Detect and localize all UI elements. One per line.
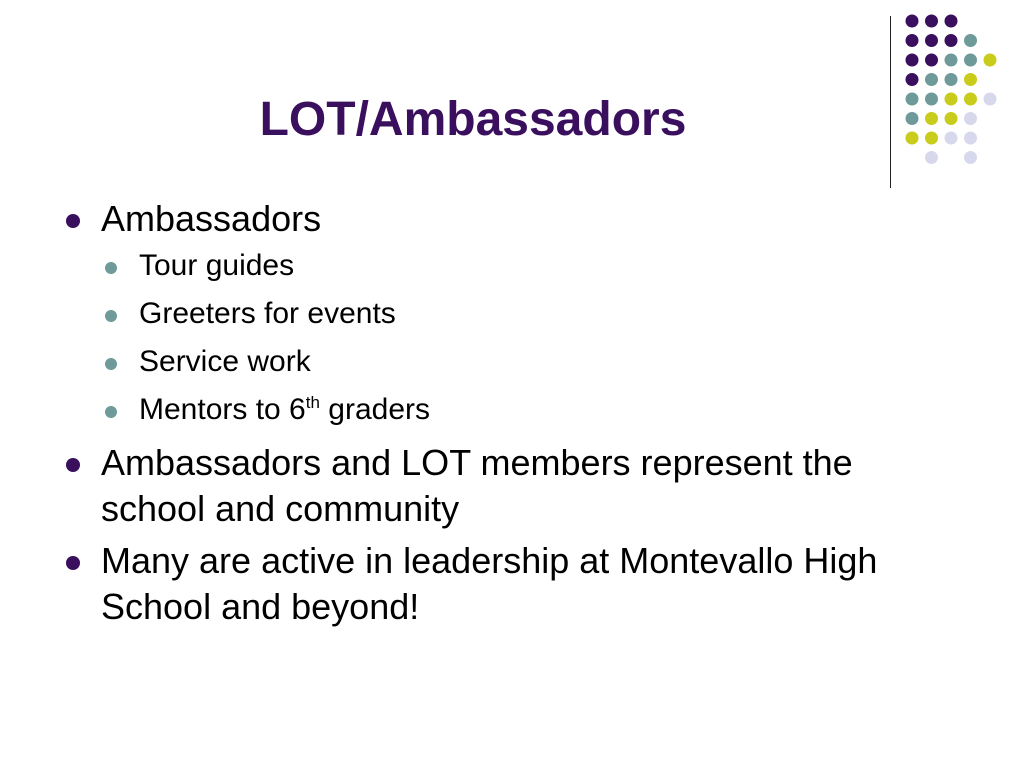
decoration-dot bbox=[906, 54, 919, 67]
decoration-dot bbox=[925, 151, 938, 164]
sub-bullet-item bbox=[101, 338, 960, 386]
decoration-dot bbox=[925, 93, 938, 106]
sub-bullet-text: Service work bbox=[139, 345, 311, 378]
decoration-dot bbox=[945, 132, 958, 145]
bullet-text: Ambassadors and LOT members represent the school and community bbox=[101, 442, 853, 529]
sub-bullet-text: Greeters for events bbox=[139, 297, 396, 330]
decoration-dot bbox=[964, 112, 977, 125]
decoration-dot bbox=[964, 151, 977, 164]
decoration-dot bbox=[945, 73, 958, 86]
decoration-dot bbox=[925, 54, 938, 67]
decoration-dot bbox=[906, 34, 919, 47]
sub-bullet-dot-icon bbox=[105, 406, 117, 418]
slide-title: LOT/Ambassadors bbox=[259, 93, 687, 146]
title-divider bbox=[890, 16, 891, 188]
decoration-dot bbox=[984, 54, 997, 67]
decoration-dot bbox=[945, 112, 958, 125]
slide-content bbox=[60, 196, 960, 636]
bullet-item-ambassadors bbox=[60, 196, 960, 434]
bullet-text: Many are active in leadership at Montevallo High School and beyond! bbox=[101, 540, 878, 627]
decoration-dot bbox=[906, 93, 919, 106]
decoration-dot bbox=[906, 132, 919, 145]
decoration-dot bbox=[925, 34, 938, 47]
decoration-dot bbox=[984, 93, 997, 106]
decoration-dot bbox=[964, 34, 977, 47]
sub-bullet-list bbox=[101, 242, 960, 434]
decoration-dot bbox=[925, 132, 938, 145]
sub-bullet-item bbox=[101, 290, 960, 338]
bullet-text: Ambassadors bbox=[101, 198, 322, 239]
bullet-dot-icon bbox=[66, 214, 80, 228]
sub-bullet-dot-icon bbox=[105, 262, 117, 274]
decoration-dot bbox=[906, 112, 919, 125]
decoration-dot bbox=[925, 73, 938, 86]
sub-bullet-text-after: graders bbox=[319, 393, 430, 426]
decoration-dot bbox=[964, 93, 977, 106]
sub-bullet-text bbox=[139, 393, 430, 426]
decoration-dot bbox=[964, 132, 977, 145]
sub-bullet-text-main: Mentors to 6 bbox=[139, 393, 306, 426]
bullet-item-represent bbox=[60, 440, 960, 532]
ordinal-suffix: th bbox=[305, 393, 320, 412]
decoration-dot bbox=[945, 34, 958, 47]
sub-bullet-item bbox=[101, 242, 960, 290]
sub-bullet-text: Tour guides bbox=[139, 249, 295, 282]
sub-bullet-item bbox=[101, 386, 960, 434]
sub-bullet-dot-icon bbox=[105, 310, 117, 322]
sub-bullet-dot-icon bbox=[105, 358, 117, 370]
decoration-dot bbox=[906, 73, 919, 86]
decoration-dot bbox=[945, 54, 958, 67]
bullet-dot-icon bbox=[66, 458, 80, 472]
bullet-dot-icon bbox=[66, 556, 80, 570]
decoration-dot bbox=[925, 15, 938, 28]
decoration-dot bbox=[945, 93, 958, 106]
bullet-item-leadership bbox=[60, 538, 960, 630]
decoration-dot bbox=[945, 15, 958, 28]
dot-grid-decoration bbox=[903, 12, 1013, 170]
decoration-dot bbox=[964, 73, 977, 86]
decoration-dot bbox=[906, 15, 919, 28]
decoration-dot bbox=[925, 112, 938, 125]
decoration-dot bbox=[964, 54, 977, 67]
bullet-list bbox=[60, 196, 960, 630]
